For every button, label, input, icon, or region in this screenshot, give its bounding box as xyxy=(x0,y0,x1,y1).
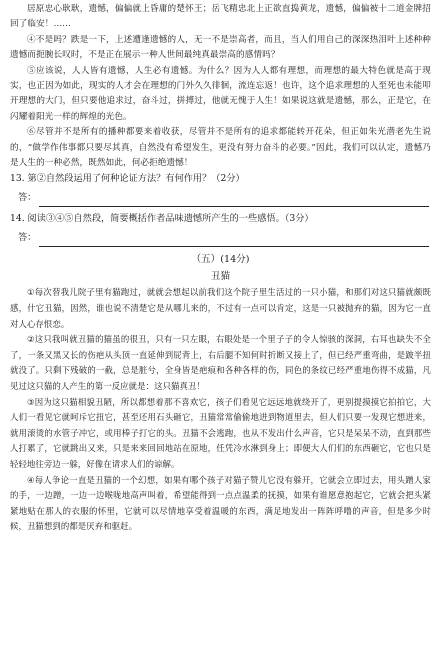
question-14: 14. 阅读③④⑤自然段，简要概括作者品味遗憾所产生的一些感悟。（3分） xyxy=(10,213,314,225)
story-paragraph-1: ①每次替我儿院子里有猫跑过，就就会想起以前我们这个院子里生活过的一只小猫，和那们对这只猫就颇既感，什它丑猫，因然，谁也说不清楚它是从哪儿来的，不过有一点可以肯定，这是一只被抛弃的猫，因为它一直对人心存恨恋。 xyxy=(10,287,431,329)
answer-14[interactable] xyxy=(10,229,431,247)
story-title: 丑猫 xyxy=(210,271,231,283)
paragraph-3-tail: 居原忠心耿耿，遗憾，偏偏就上昏庸的楚怀王；岳飞精忠北上正欲直捣黄龙，遗憾，偏偏被十二道金牌招回了临安！…… xyxy=(10,4,431,30)
answer-14-line[interactable] xyxy=(39,234,429,247)
story-paragraph-2: ②这只我叫就丑猫的猫虽的很丑，只有一只左眼，右眼处是一个里子子的令人惊骇的深洞，右耳也缺失不全了，一条又黑又长的伤疤从头顶一直延伸到屁背上，右后腿不知何时折断又接上了，但已经严重弯曲，是跛半扭就没了。只剩下残破的一截，总是脏兮，全身皆是疤痕和各种各样的伤，同色的条纹已经严重地伤得不成猫，凡见过这只猫的人产生的第一反应就是：这只猫真丑！ xyxy=(10,334,431,392)
answer-13[interactable] xyxy=(10,189,431,207)
answer-14-prefix: 答： xyxy=(18,232,37,244)
story-paragraph-4: ④每人争论一直是丑猫的一个幻想，如果有哪个孩子对猫子赞儿它没有躲开，它就会立即过去，用头蹭人家的手，一边蹭，一边一边喉咙地高声叫着，希望能得到一点点温柔的抚摸，如果有谁愿意抱起它，它就会把头紧紧地贴在那人的衣服的怀里，它就可以尽情地享受着温暖的东西，满足地发出一阵阵呼噜的声音，但是多少时候，丑猫想到的都是厌弃和驱赶。 xyxy=(10,474,431,532)
paragraph-6: ⑥尽管并不是所有的播种都要来着收获，尽管并不是所有的追求都能转开花朵，但正如朱光潜老先生说的，“做学作伟事都只要尽其真，自然没有希望发生，更没有努力奋斗的必要。”因此，我们可以认定，遗憾乃是人生的一种必然，既然如此，何必拒绝遗憾！ xyxy=(10,127,431,169)
story-body xyxy=(10,285,431,535)
section-heading: （五）(14分) xyxy=(191,254,250,266)
story-paragraph-3: ③因为这只猫相貌丑陋，所以都想着那不喜欢它，孩子们看见它远远地就绕开了，更别提摸摸它拍拍它，大人们一看见它就呵斥它扭它，甚至还用石头砸它，丑猫常常偷偷地进到物道里去，但人们只要一发现它想进来，就用滚烫的水管子冲它，或用棒子打它的头。丑猫不会逃跑，也从不发出什么声音，它只是呆呆不动，直到那些人打累了，它就跳出又来，只是来来回回地站在原地，任凭冷水淋到身上；即便大人们们的东西砸它，它也只是轻轻地往旁边一躲，好像在请求人们的谅解。 xyxy=(10,396,431,469)
answer-13-line[interactable] xyxy=(39,194,429,207)
paragraph-4: ④不是吗？跌是一下，上述遭逢遗憾的人，无一不是崇高者，而且，当人们用自己的深深热泪叶上述种种遗憾而扼腕长叹时，不是正在展示一种人世间最纯真最崇高的感情吗？ xyxy=(10,34,431,61)
question-13: 13. 第②自然段运用了何种论证方法？有何作用？（2分） xyxy=(10,173,245,185)
answer-13-prefix: 答： xyxy=(18,192,37,204)
paragraph-5: ⑤应该说，人人皆有遗憾，人生必有遗憾。为什么？因为人人都有理想，而理想的最大特色就是高于现实，也正因为如此，现实的人才会在理想的门外久久徘徊，流连忘返！也许，这个追求理想的人至死也未能叩开理想的大门，但只要他追求过，奋斗过，拼搏过，他就无愧于人生！如果说这就是遗憾，那么，正是它，在闪耀着阳光一样的辉煌的光色。 xyxy=(10,65,431,122)
